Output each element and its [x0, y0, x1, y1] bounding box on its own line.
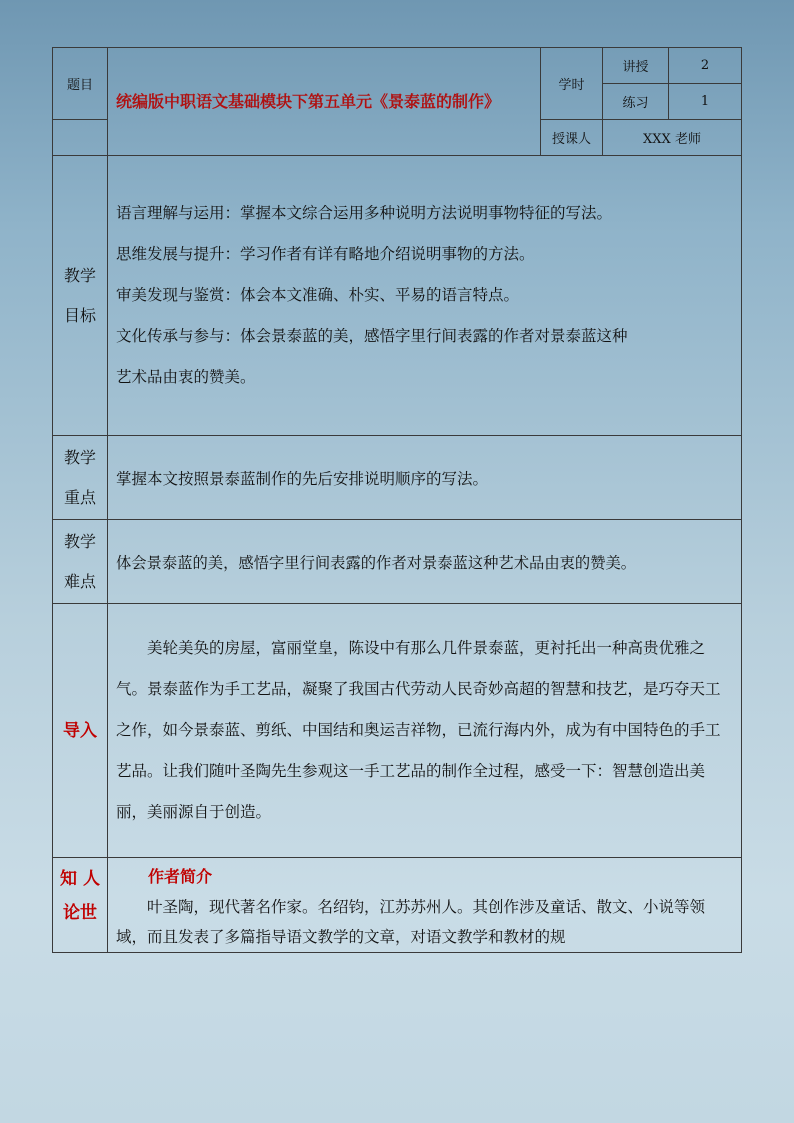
hours-label: 学时 [541, 48, 603, 120]
lecture-label: 讲授 [603, 48, 669, 84]
goals-content [108, 156, 742, 436]
difficulties-label [53, 520, 108, 604]
difficulties-label-line2: 难点 [63, 571, 96, 591]
lecture-hours: 2 [669, 48, 742, 84]
intro-text: 美轮美奂的房屋，富丽堂皇，陈设中有那么几件景泰蓝，更衬托出一种高贵优雅之气。景泰蓝作为手工艺品，凝聚了我国古代劳动人民奇妙高超的智慧和技艺，是巧夺天工之作，如今景泰蓝、剪纸、中国结和奥运吉祥物，已流行海内外，成为有中国特色的手工艺品。让我们随叶圣陶先生参观这一手工艺品的制作全过程，感受一下：智慧创造出美丽，美丽源自于创造。 [116, 639, 721, 821]
practice-label: 练习 [603, 84, 669, 120]
author-content [108, 858, 742, 953]
goal-culture: 文化传承与参与：体会景泰蓝的美，感悟字里行间表露的作者对景泰蓝这种 [116, 327, 628, 345]
difficulties-label-line1: 教学 [63, 531, 96, 551]
lesson-title: 统编版中职语文基础模块下第五单元《景泰蓝的制作》 [108, 48, 541, 156]
author-label-line2: 论世 [63, 903, 97, 923]
goal-aesthetic: 审美发现与鉴赏：体会本文准确、朴实、平易的语言特点。 [116, 286, 520, 304]
teacher-name: XXX 老师 [603, 120, 742, 156]
intro-label: 导入 [53, 604, 108, 858]
teacher-label: 授课人 [541, 120, 603, 156]
topic-label-spacer [53, 120, 108, 156]
lesson-plan-table [52, 47, 742, 953]
keypoints-label [53, 436, 108, 520]
author-bio: 叶圣陶，现代著名作家。名绍钧，江苏苏州人。其创作涉及童话、散文、小说等领域，而且发表了多篇指导语文教学的文章，对语文教学和教材的规 [116, 898, 706, 946]
keypoints-label-line1: 教学 [63, 447, 96, 467]
goals-label-line1: 教学 [63, 265, 96, 285]
goal-language: 语言理解与运用：掌握本文综合运用多种说明方法说明事物特征的写法。 [116, 204, 613, 222]
topic-label: 题目 [53, 48, 108, 120]
practice-hours: 1 [669, 84, 742, 120]
author-label-line1: 知 人 [60, 869, 100, 889]
intro-content [108, 604, 742, 858]
keypoints-text: 掌握本文按照景泰蓝制作的先后安排说明顺序的写法。 [108, 436, 742, 520]
goal-culture-cont: 艺术品由衷的赞美。 [116, 368, 256, 386]
goals-label [53, 156, 108, 436]
author-heading: 作者简介 [148, 867, 213, 886]
author-label [53, 858, 108, 953]
goals-label-line2: 目标 [63, 305, 96, 325]
keypoints-label-line2: 重点 [63, 487, 96, 507]
difficulties-text: 体会景泰蓝的美，感悟字里行间表露的作者对景泰蓝这种艺术品由衷的赞美。 [108, 520, 742, 604]
goal-thinking: 思维发展与提升：学习作者有详有略地介绍说明事物的方法。 [116, 245, 535, 263]
